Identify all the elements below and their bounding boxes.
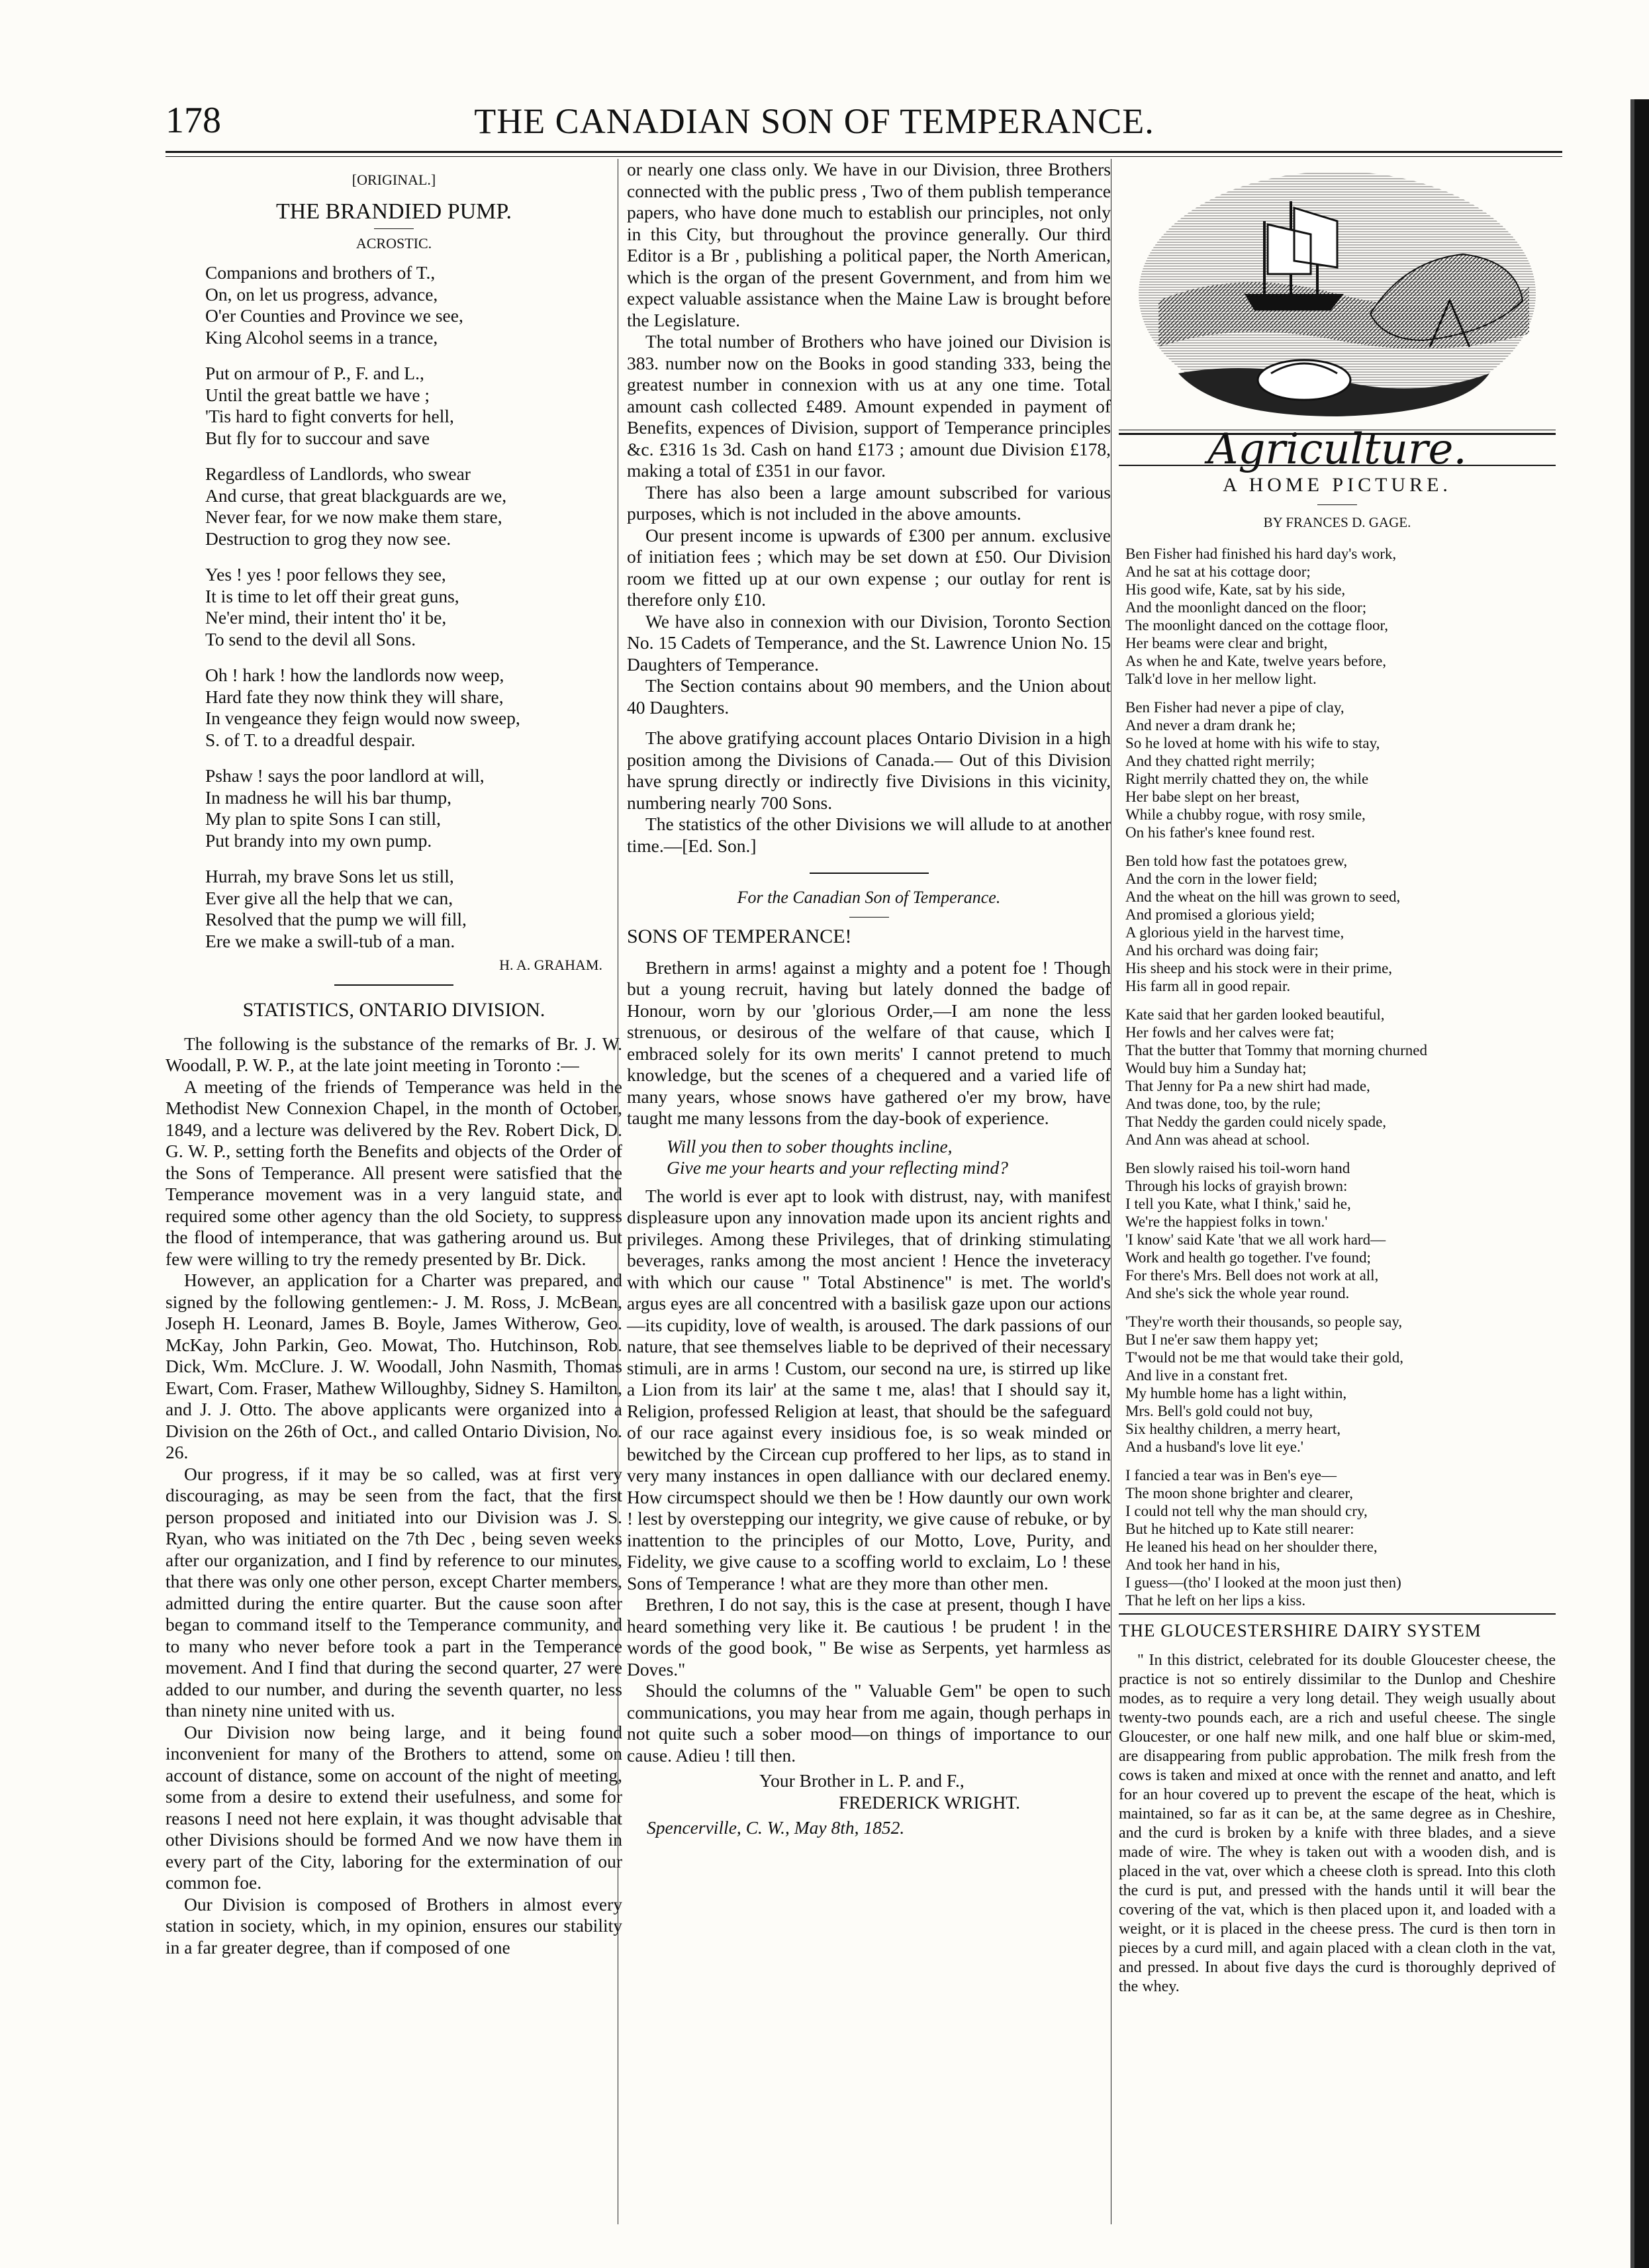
letter-closing: Your Brother in L. P. and F., [759,1770,965,1791]
article-paragraph: The total number of Brothers who have joined our Division is 383. number now on the Books in good standing 333, being the greatest number in connexion with us at any one time. Total amount cash collected £489. Amount expended in payment of Benefits, expences of Division, support of Temperance principles &c. £316 1s 3d. Cash on hand £173 ; amount due Division £178, making a total of £351 in our favor. [627,331,1111,481]
header-rule-thin [165,156,1562,157]
stanza: Pshaw ! says the poor landlord at will, In madness he will his bar thump, My plan to spite Sons I can still, Put brandy into my own pump. [205,765,485,851]
stanza: Kate said that her garden looked beautiful, Her fowls and her calves were fat; That the butter that Tommy that morning churned Would buy him a Sunday hat; That Jenny for Pa a new shirt had made, And twas done, too, by the rule; That Neddy the garden could nicely spade, And Ann was ahead at school. [1125,1006,1427,1148]
article-paragraph: or nearly one class only. We have in our Division, three Brothers connected with the public press , Two of them publish temperance papers, who have done much to establish our principles, not only in this City, but throughout the province generally. Our third Editor is a Br , publishing a political paper, the North American, which is the organ of the present Government, and from him we expect valuable assistance when the Maine Law is brought before the Legislature. [627,159,1111,330]
column-middle [619,159,1119,2218]
article-separator [334,984,453,986]
dairy-article-text: " In this district, celebrated for its double Gloucester cheese, the practice is not so entirely dissimilar to the Dunlop and Cheshire modes, as to require a very long detail. They weigh usually about twenty-two pounds each, are a rich and useful cheese. The single Gloucester, or one half new milk, and one half blue or skim-med, are disappearing from public approbation. The milk fresh from the cows is taken and mixed at once with the rennet and anatto, and left for an hour covered up to prevent the escape of the heat, which is maintained, so far as it can be, at the same degree as in Cheshire, and the curd is broken by a knife with three blades, and a sieve made of wire. The whey is taken out with a wooden dish, and is placed in the vat, over which a cheese cloth is spread. Into this cloth the curd is put, and pressed with the hands until it will bear the covering of the vat, which is then placed upon it, and loaded with a weight, or it is placed in the cheese press. The curd is then torn in pieces by a curd mill, and again placed with a clean cloth in the vat, and pressed. In about five days the curd is thoroughly deprived of the whey. [1119,1651,1556,1995]
stanza: Put on armour of P., F. and L., Until the great battle we have ; 'Tis hard to fight converts for hell, But fly for to succour and save [205,363,454,448]
letter-paragraph: Should the columns of the " Valuable Gem" be open to such communications, you may hear from me again, though perhaps in not quite such a sober mood—on things of importance to our cause. Adieu ! till then. [627,1680,1111,1766]
stanza: Ben slowly raised his toil-worn hand Through his locks of grayish brown: I tell you Kate, what I think,' said he, We're the happiest folks in town.' 'I know' said Kate 'that we all work hard— Work and health go together. I've found; For there's Mrs. Bell does not work at all, And she's sick the whole year round. [1125,1160,1386,1301]
poem-body [1125,545,1556,1609]
article-separator [810,873,929,874]
stanza: Yes ! yes ! poor fellows they see, It is time to let off their great guns, Ne'er mind, their intent tho' it be, To send to the devil all Sons. [205,564,459,649]
stanza: Ben Fisher had never a pipe of clay, And never a dram drank he; So he loved at home with his wife to stay, And they chatted right merrily; Right merrily chatted they on, the while Her babe slept on her breast, While a chubby rogue, with rosy smile, On his father's knee found rest. [1125,699,1380,841]
article-paragraph: The above gratifying account places Ontario Division in a high position among the Divisions of Canada.— Out of this Division have sprung directly or indirectly five Divisions in this vicinity, numbering nearly 700 Sons. [627,728,1111,813]
article-paragraph: Our Division is composed of Brothers in almost every station in society, which, in my opinion, ensures our stability in a far greater degree, than if composed of one [165,1893,622,1958]
poem-kicker: [ORIGINAL.] [352,171,436,188]
article-paragraph: Our present income is upwards of £300 per annum. exclusive of initiation fees ; which may be set down at £50. Our Division room we fitted up at our own expense ; our outlay for rent is therefore only £10. [627,524,1111,610]
letter-couplet: Will you then to sober thoughts incline, Give me your hearts and your reflecting mind? [667,1135,1009,1178]
poem-body [205,262,622,952]
article-paragraph: We have also in connexion with our Division, Toronto Section No. 15 Cadets of Temperance, and the St. Lawrence Union No. 15 Daughters of Temperance. [627,610,1111,675]
article-paragraph: However, an application for a Charter was prepared, and signed by the following gentlemen:- J. M. Ross, J. McBean, Joseph H. Leonard, James B. Boyle, James Witherow, Geo. McKay, John Parkin, Geo. Mowat, Tho. Hutchinson, Rob. Dick, Wm. McClure. J. W. Woodall, John Nasmith, Thomas Ewart, Com. Fraser, Mathew Willoughby, Sidney S. Hamilton, and J. J. Otto. The above applicants were organized into a Division on the 26th of Oct., and called Ontario Division, No. 26. [165,1270,622,1462]
stanza: Regardless of Landlords, who swear And curse, that great blackguards are we, Never fear, for we now make them stare, Destruction to grog they now see. [205,463,507,549]
divider [374,228,414,229]
divider [849,917,889,918]
stanza: Hurrah, my brave Sons let us still, Ever give all the help that we can, Resolved that the pump we will fill, Ere we make a swill-tub of a man. [205,866,467,951]
ship-vignette-illustration [1119,162,1556,423]
dairy-article-title: THE GLOUCESTERSHIRE DAIRY SYSTEM [1119,1621,1482,1640]
article-paragraph: There has also been a large amount subscribed for various purposes, which is not included in the above amounts. [627,481,1111,524]
article-paragraph: The following is the substance of the remarks of Br. J. W. Woodall, P. W. P., at the late joint meeting in Toronto :— [165,1033,622,1075]
letter-signature: FREDERICK WRIGHT. [839,1791,1020,1813]
letter-paragraph: Brethern in arms! against a mighty and a potent foe ! Though but a young recruit, having but lately donned the badge of Honour, worn by our 'glorious Order,—I am none the less strenuous, or desirous of the welfare of that cause, which I embraced solely for its own merits' I cannot pretend to much knowledge, but the scenes of a chequered and a varied life of many years, whose snows have gathered o'er my brow, have taught me many lessons from the day-book of experience. [627,957,1111,1128]
column-right [1112,159,1562,2218]
page-edge [1634,99,1649,2268]
stanza: Oh ! hark ! how the landlords now weep, Hard fate they now think they will share, In vengeance they feign would now sweep, S. of T. to a dreadful despair. [205,665,520,750]
article-paragraph: The statistics of the other Divisions we will allude to at another time.—[Ed. Son.] [627,814,1111,856]
article-title: STATISTICS, ONTARIO DIVISION. [242,998,545,1021]
article-paragraph: Our progress, if it may be so called, was at first very discouraging, as may be seen from the fact, that the first person proposed and initiated into our Division was J. S. Ryan, who was initiated on the 7th Dec , being seven weeks after our organization, and I find by reference to our minutes, that there was only one other person, except Charter members, admitted during the entire quarter. But the cause soon after began to command itself to the Temperance community, and to many who never before took a part in the Temperance movement. And I find that during the second quarter, 27 were added to our number, and during the seventh quarter, no less than ninety nine united with us. [165,1463,622,1721]
poem-title: A HOME PICTURE. [1223,473,1452,496]
page-header [165,99,1463,146]
letter-kicker: For the Canadian Son of Temperance. [737,888,1001,907]
poem-author: H. A. GRAHAM. [499,957,602,973]
page-number: 178 [165,100,221,141]
stanza: Ben told how fast the potatoes grew, And the corn in the lower field; And the wheat on the hill was grown to seed, And promised a glorious yield; A glorious yield in the harvest time, And his orchard was doing fair; His sheep and his stock were in their prime, His farm all in good repair. [1125,853,1401,994]
stanza: I fancied a tear was in Ben's eye— The moon shone brighter and clearer, I could not tell why the man should cry, But he hitched up to Kate still nearer: He leaned his head on her shoulder there, And took her hand in his, I guess—(tho' I looked at the moon just then) That he left on her lips a kiss. [1125,1467,1401,1609]
divider [1317,504,1357,505]
stanza: Ben Fisher had finished his hard day's work, And he sat at his cottage door; His good wife, Kate, sat by his side, And the moonlight danced on the floor; The moonlight danced on the cottage floor, Her beams were clear and bright, As when he and Kate, twelve years before, Talk'd love in her mellow light. [1125,545,1397,687]
running-title: THE CANADIAN SON OF TEMPERANCE. [474,101,1154,141]
divider [1119,1613,1556,1615]
poem-title: THE BRANDIED PUMP. [275,199,512,224]
stanza: 'They're worth their thousands, so people say, But I ne'er saw them happy yet; T'would not be me that would take their gold, And live in a constant fret. My humble home has a light within, Mrs. Bell's gold could not buy, Six healthy children, a merry heart, And a husband's love lit eye.' [1125,1313,1403,1455]
article-paragraph: Our Division now being large, and it being found inconvenient for many of the Brothers to attend, some on account of distance, some on account of the night of meeting, some from a desire to extend their usefulness, and some for reasons I need not here explain, it was thought advisable that other Divisions should be formed And we now have them in every part of the City, laboring for the extermination of our common foe. [165,1721,622,1893]
letter-paragraph: Brethren, I do not say, this is the case at present, though I have heard something very like it. Be cautious ! be prudent ! in the words of the good book, " Be wise as Serpents, yet harmless as Doves." [627,1594,1111,1679]
article-paragraph: A meeting of the friends of Temperance was held in the Methodist New Connexion Chapel, in the month of October, 1849, and a lecture was delivered by the Rev. Robert Dick, D. G. W. P., setting forth the Benefits and objects of the Order of the Sons of Temperance. All present were satisfied that the Temperance movement was in a very languid state, and required some other agency than the old Society, to suppress the flood of intemperance, that was gathering around us. But few were willing to try the remedy presented by Br. Dick. [165,1076,622,1269]
section-title-agriculture: Agriculture. [1207,425,1467,474]
poem-byline: BY FRANCES D. GAGE. [1263,514,1411,530]
letter-title: SONS OF TEMPERANCE! [627,925,852,947]
poem-subtitle: ACROSTIC. [355,234,432,252]
article-paragraph: The Section contains about 90 members, and the Union about 40 Daughters. [627,675,1111,718]
letter-paragraph: The world is ever apt to look with distrust, nay, with manifest displeasure upon any innovation made upon its ancient rights and privileges. Among these Privileges, that of drinking stimulating beverages, ranks among the most ancient ! Hence the inveteracy with which our cause " Total Abstinence" is met. The world's argus eyes are all concentred with a basilisk gaze upon our actions—its cupidity, love of wealth, is aroused. The dark passions of our nature, that see themselves liable to be deprived of their necessary stimuli, are in arms ! Custom, our second na ure, is stirred up like a Lion from its lair' at the same t me, alas! that I should say it, Religion, professed Religion at least, that should be the safeguard of our race against every insidious foe, is so weak minded or bewitched by the Circean cup proffered to her lips, as to stand in very many instances in open dalliance with our declared enemy. How circumspect should we then be ! How dauntly our own work ! lest by overstepping our integrity, we give cause of rebuke, or by inattention to the principles of our Motto, Love, Purity, and Fidelity, we give cause to a scoffing world to exclaim, Lo ! these Sons of Temperance ! what are they more than other men. [627,1185,1111,1593]
column-left [165,159,622,2218]
letter-dateline: Spencerville, C. W., May 8th, 1852. [647,1817,905,1838]
header-rule [165,151,1562,153]
stanza: Companions and brothers of T., On, on let us progress, advance, O'er Counties and Province we see, King Alcohol seems in a trance, [205,262,463,348]
